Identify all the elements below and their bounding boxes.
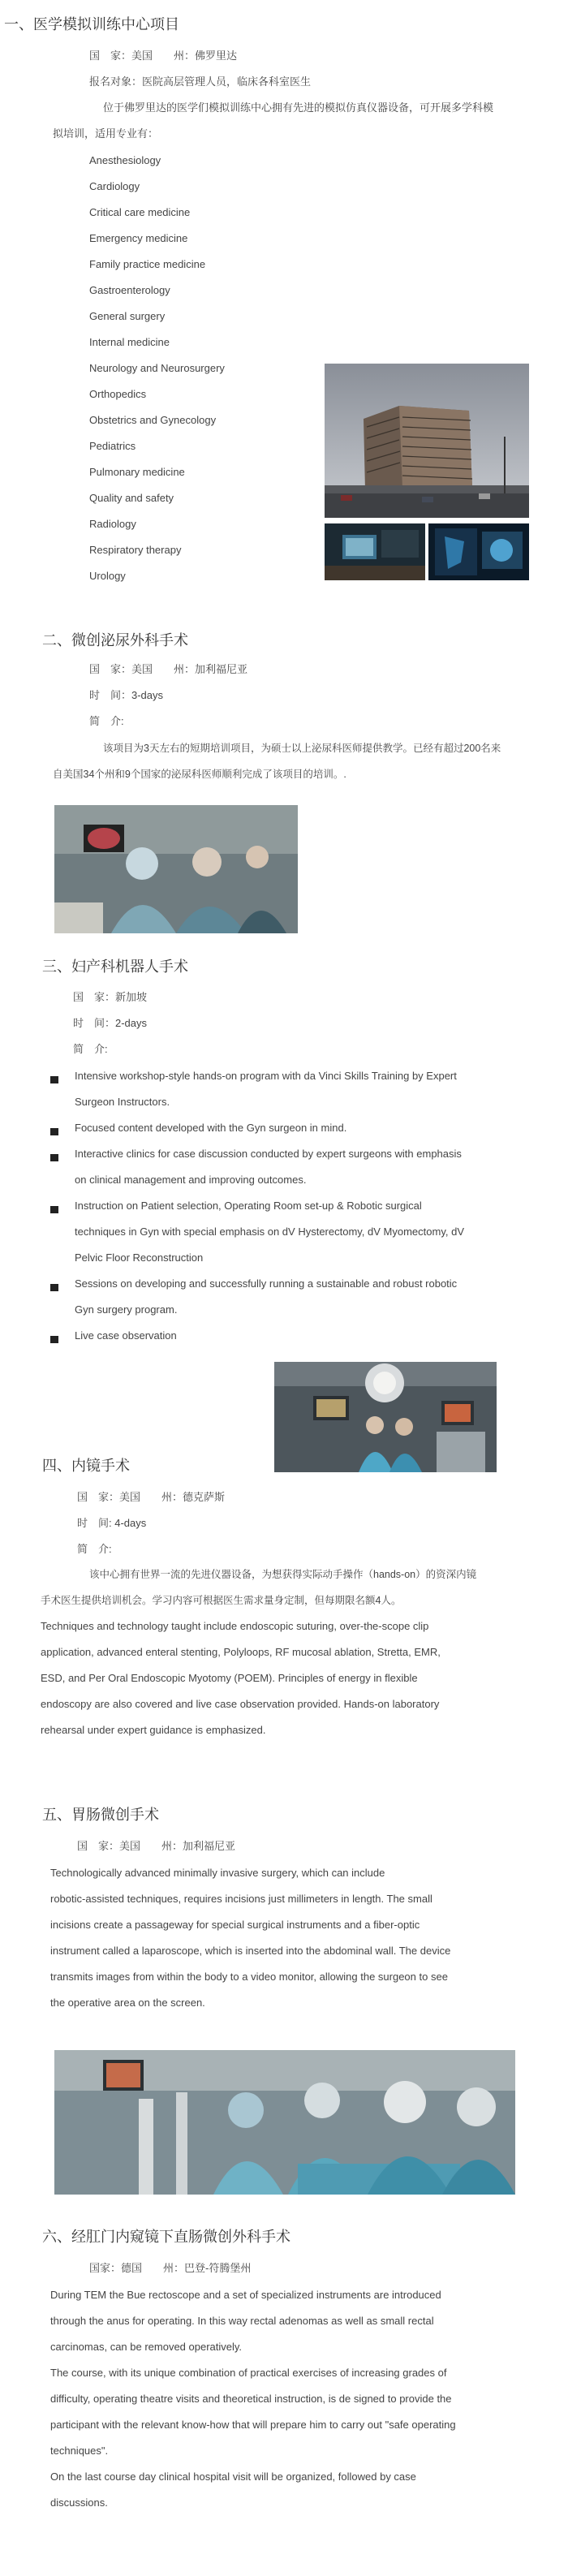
bullet-text: Interactive clinics for case discussion conducted by expert surgeons with emphasis bbox=[75, 1148, 462, 1160]
specialty-item: Cardiology bbox=[89, 180, 140, 192]
specialty-item: General surgery bbox=[89, 310, 166, 322]
section-5-en-line: the operative area on the screen. bbox=[50, 1997, 205, 2009]
section-2-desc-line-2: 自美国34个州和9个国家的泌尿科医师顺利完成了该项目的培训。. bbox=[53, 769, 346, 780]
section-4-heading: 四、内镜手术 bbox=[42, 1458, 130, 1474]
section-1-intro-line-1: 位于佛罗里达的医学们模拟训练中心拥有先进的模拟仿真仪器设备，可开展多学科模 bbox=[103, 101, 494, 114]
gi-surgery-photo bbox=[54, 2050, 515, 2195]
section-6-en-line: through the anus for operating. In this way rectal adenomas as well as small rectal bbox=[50, 2315, 434, 2327]
section-5-en-line: robotic-assisted techniques, requires incisions just millimeters in length. The small bbox=[50, 1893, 432, 1905]
bullet-text: Instruction on Patient selection, Operating Room set-up & Robotic surgical bbox=[75, 1200, 422, 1212]
specialty-item: Obstetrics and Gynecology bbox=[89, 414, 217, 426]
section-4-cn-line-2: 手术医生提供培训机会。学习内容可根据医生需求量身定制，但每期限名额4人。 bbox=[41, 1595, 402, 1606]
section-4-intro-label: 简 介: bbox=[77, 1543, 112, 1555]
section-6-en-line: participant with the relevant know-how that will prepare him to carry out "safe operating bbox=[50, 2419, 456, 2431]
bullet-text: Live case observation bbox=[75, 1329, 177, 1342]
section-6-en-line: carcinomas, can be removed operatively. bbox=[50, 2341, 243, 2353]
specialty-item: Critical care medicine bbox=[89, 206, 191, 218]
specialty-item: Radiology bbox=[89, 518, 136, 530]
bullet-text: Surgeon Instructors. bbox=[75, 1096, 170, 1108]
bullet-text: Gyn surgery program. bbox=[75, 1303, 178, 1316]
bullet-text: Intensive workshop-style hands-on program with da Vinci Skills Training by Expert bbox=[75, 1070, 457, 1082]
specialty-item: Family practice medicine bbox=[89, 258, 206, 270]
section-6-heading: 六、经肛门内窥镜下直肠微创外科手术 bbox=[42, 2229, 290, 2245]
bullet-marker bbox=[50, 1284, 58, 1291]
section-2-heading: 二、微创泌尿外科手术 bbox=[42, 632, 188, 648]
specialty-item: Quality and safety bbox=[89, 492, 174, 504]
bullet-marker bbox=[50, 1128, 58, 1135]
specialty-item: Neurology and Neurosurgery bbox=[89, 362, 225, 374]
section-4-en-line: Techniques and technology taught include endoscopic suturing, over-the-scope clip bbox=[41, 1620, 429, 1632]
specialty-item: Anesthesiology bbox=[89, 154, 161, 166]
building-photo bbox=[325, 364, 529, 518]
bullet-marker bbox=[50, 1154, 58, 1161]
section-4-time: 时 间: 4-days bbox=[77, 1517, 147, 1529]
simulation-photo-1 bbox=[325, 523, 425, 580]
section-4-en-line: ESD, and Per Oral Endoscopic Myotomy (POEM). Principles of energy in flexible bbox=[41, 1672, 418, 1684]
bullet-text: Pelvic Floor Reconstruction bbox=[75, 1251, 204, 1264]
bullet-marker bbox=[50, 1336, 58, 1343]
section-1-country: 国 家：美国 州：佛罗里达 bbox=[89, 50, 238, 62]
section-3-time: 时 间：2-days bbox=[73, 1017, 148, 1029]
section-5-en-line: transmits images from within the body to a video monitor, allowing the surgeon to see bbox=[50, 1971, 448, 1983]
bullet-text: Focused content developed with the Gyn surgeon in mind. bbox=[75, 1122, 347, 1134]
specialty-item: Urology bbox=[89, 570, 126, 582]
section-5-en-line: incisions create a passageway for special surgical instruments and a fiber-optic bbox=[50, 1919, 420, 1931]
bullet-text: on clinical management and improving outcomes. bbox=[75, 1174, 307, 1186]
section-6-en-line: The course, with its unique combination of practical exercises of increasing grades of bbox=[50, 2367, 447, 2379]
section-5-en-line: Technologically advanced minimally invasive surgery, which can include bbox=[50, 1867, 385, 1879]
urology-surgery-photo bbox=[54, 805, 298, 933]
section-4-cn-line-1: 该中心拥有世界一流的先进仪器设备，为想获得实际动手操作（hands-on）的资深内镜 bbox=[89, 1569, 477, 1580]
section-4-en-line: endoscopy are also covered and live case observation provided. Hands-on laboratory bbox=[41, 1698, 440, 1710]
section-6-en-line: techniques". bbox=[50, 2445, 109, 2457]
bullet-marker bbox=[50, 1076, 58, 1083]
section-6-en-line: On the last course day clinical hospital visit will be organized, followed by case bbox=[50, 2470, 416, 2483]
specialty-item: Gastroenterology bbox=[89, 284, 170, 296]
section-4-en-line: application, advanced enteral stenting, Polyloops, RF mucosal ablation, Stretta, EMR, bbox=[41, 1646, 441, 1658]
section-2-country: 国 家：美国 州：加利福尼亚 bbox=[89, 663, 248, 675]
section-2-intro-label: 简 介: bbox=[89, 715, 124, 727]
section-4-country: 国 家：美国 州：德克萨斯 bbox=[77, 1491, 226, 1503]
section-5-en-line: instrument called a laparoscope, which is inserted into the abdominal wall. The device bbox=[50, 1945, 451, 1957]
section-3-heading: 三、妇产科机器人手术 bbox=[42, 958, 188, 975]
bullet-text: Sessions on developing and successfully running a sustainable and robust robotic bbox=[75, 1277, 458, 1290]
specialty-item: Emergency medicine bbox=[89, 232, 188, 244]
section-4-en-line: rehearsal under expert guidance is emphasized. bbox=[41, 1724, 266, 1736]
section-5-heading: 五、胃肠微创手术 bbox=[42, 1807, 159, 1823]
section-1-target: 报名对象：医院高层管理人员，临床各科室医生 bbox=[89, 75, 312, 88]
section-1-intro-line-2: 拟培训，适用专业有： bbox=[53, 127, 159, 140]
specialty-item: Respiratory therapy bbox=[89, 544, 182, 556]
simulation-photo-2 bbox=[428, 523, 529, 580]
specialty-item: Pulmonary medicine bbox=[89, 466, 185, 478]
section-6-en-line: difficulty, operating theatre visits and theoretical instruction, is de signed to provide the bbox=[50, 2393, 452, 2405]
specialty-item: Orthopedics bbox=[89, 388, 147, 400]
section-6-en-line: discussions. bbox=[50, 2496, 108, 2509]
section-3-intro-label: 简 介: bbox=[73, 1043, 108, 1055]
section-6-country: 国家：德国 州：巴登-符腾堡州 bbox=[89, 2262, 252, 2274]
bullet-marker bbox=[50, 1206, 58, 1213]
section-2-desc-line-1: 该项目为3天左右的短期培训项目，为硕士以上泌尿科医师提供教学。已经有超过200名来 bbox=[103, 743, 501, 754]
specialty-item: Internal medicine bbox=[89, 336, 170, 348]
section-3-country: 国 家：新加坡 bbox=[73, 991, 148, 1003]
section-2-time: 时 间：3-days bbox=[89, 689, 164, 701]
robotic-surgery-photo bbox=[274, 1362, 497, 1472]
bullet-text: techniques in Gyn with special emphasis on dV Hysterectomy, dV Myomectomy, dV bbox=[75, 1226, 464, 1238]
section-1-heading: 一、医学模拟训练中心项目 bbox=[4, 16, 179, 32]
section-5-country: 国 家：美国 州：加利福尼亚 bbox=[77, 1840, 236, 1852]
specialty-item: Pediatrics bbox=[89, 440, 136, 452]
section-6-en-line: During TEM the Bue rectoscope and a set of specialized instruments are introduced bbox=[50, 2289, 441, 2301]
